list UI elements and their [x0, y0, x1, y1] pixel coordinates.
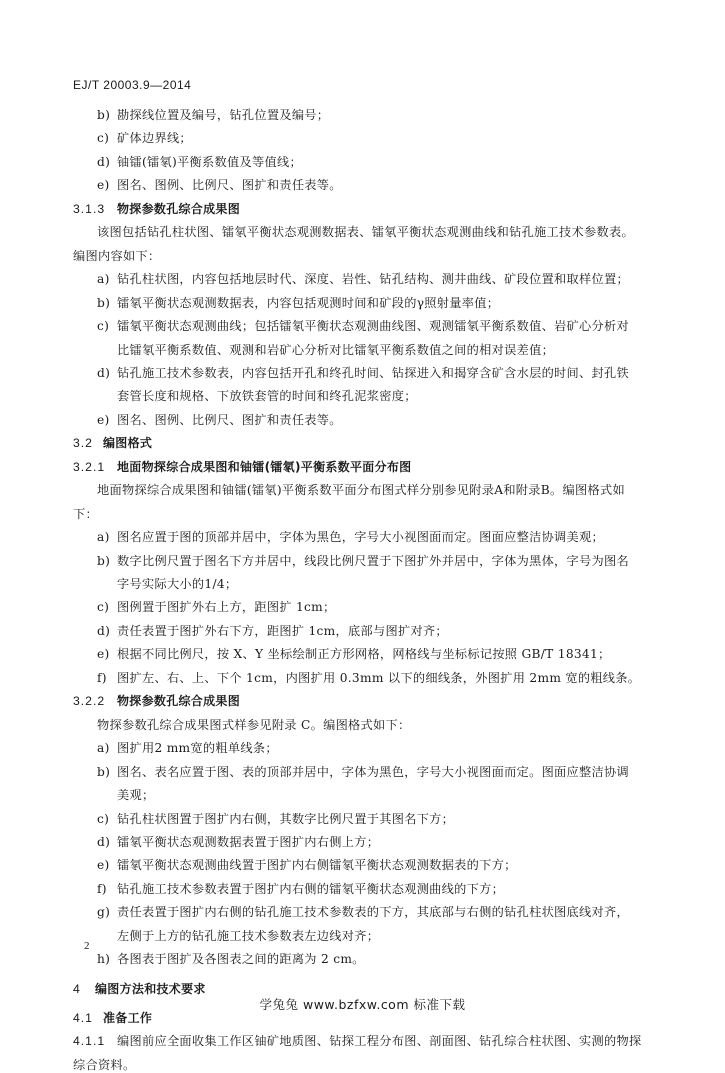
list-item-continuation: 套管长度和规格、下放铁套管的时间和终孔泥浆密度； [117, 389, 417, 404]
section-number: 3.1.3 [73, 201, 106, 216]
section-title: 准备工作 [103, 1010, 153, 1025]
paragraph: 该图包括钻孔柱状图、镭氡平衡状态观测数据表、镭氡平衡状态观测曲线和钻孔施工技术参数表。 [97, 225, 634, 240]
list-item [97, 881, 504, 897]
list-item-label: e) [97, 858, 110, 873]
list-item-label: a) [97, 741, 110, 756]
list-item [97, 951, 365, 967]
list-item-text: 图名应置于图的顶部并居中，字体为黑色，字号大小视图面而定。图面应整洁协调美观； [117, 530, 605, 545]
list-item [97, 154, 302, 170]
list-item [97, 904, 629, 920]
list-item-text: 钻孔柱状图置于图扩内右侧，其数字比例尺置于其图名下方； [117, 811, 455, 826]
list-item [97, 834, 379, 850]
list-item [97, 553, 629, 569]
list-item-label: c) [97, 319, 110, 334]
section-number: 4.1 [73, 1010, 93, 1025]
list-item-label: g) [97, 905, 111, 920]
list-item [97, 670, 640, 686]
list-item-label: c) [97, 600, 110, 615]
list-item-label: d) [97, 834, 111, 849]
list-item-label: c) [97, 811, 110, 826]
list-item-text: 图名、表名应置于图、表的顶部并居中，字体为黑色，字号大小视图面而定。图面应整洁协调 [117, 764, 629, 779]
section-title: 地面物探综合成果图和铀镭(镭氡)平衡系数平面分布图 [117, 459, 412, 474]
list-item-label: d) [97, 365, 111, 380]
list-item-label: b) [97, 553, 111, 568]
list-item [97, 811, 454, 827]
list-item [97, 130, 192, 146]
list-item-text: 勘探线位置及编号，钻孔位置及编号； [117, 108, 330, 122]
paragraph-continuation: 编图内容如下： [73, 248, 161, 263]
section-heading [73, 693, 240, 709]
list-item-continuation: 字号实际大小的1/4； [117, 577, 238, 591]
list-item-text: 钻孔施工技术参数表置于图扩内右侧的镭氡平衡状态观测曲线的下方； [117, 881, 505, 896]
list-item [97, 646, 611, 662]
list-item-text: 图名、图例、比例尺、图扩和责任表等。 [117, 178, 342, 193]
list-item-label: d) [97, 623, 111, 638]
list-item-continuation: 美观； [117, 788, 155, 803]
section-paragraph-text: 编图前应全面收集工作区铀矿地质图、钻探工程分布图、剖面图、钻孔综合柱状图、实测的物探 [117, 1034, 642, 1049]
list-item-text: 根据不同比例尺，按 X、Y 坐标绘制正方形网格，网格线与坐标标记按照 GB/T 18341； [117, 647, 611, 662]
list-item-label: f) [97, 881, 107, 896]
list-item-label: e) [97, 412, 110, 427]
list-item-label: b) [97, 295, 111, 310]
paragraph: 物探参数孔综合成果图式样参见附录 C。编图格式如下： [97, 717, 411, 732]
list-item-text: 镭氡平衡状态观测曲线置于图扩内右侧镭氡平衡状态观测数据表的下方； [117, 858, 517, 873]
section-heading [73, 201, 240, 217]
list-item-label: d) [97, 154, 111, 169]
standard-header: EJ/T 20003.9—2014 [73, 78, 192, 92]
section-number: 3.2.1 [73, 459, 106, 474]
list-item-label: e) [97, 178, 110, 193]
section-number: 3.2 [73, 436, 93, 451]
list-item-text: 镭氡平衡状态观测曲线；包括镭氡平衡状态观测曲线图、观测镭氡平衡系数值、岩矿心分析对 [117, 319, 629, 334]
list-item-label: a) [97, 530, 110, 545]
list-item [97, 764, 629, 780]
list-item-text: 镭氡平衡状态观测数据表置于图扩内右侧上方； [117, 834, 380, 849]
section-title: 编图方法和技术要求 [95, 981, 206, 996]
list-item-text: 铀镭(镭氡)平衡系数值及等值线； [117, 154, 302, 169]
list-item [97, 740, 278, 756]
list-item-text: 图名、图例、比例尺、图扩和责任表等。 [117, 412, 342, 427]
list-item [97, 857, 517, 873]
list-item-label: h) [97, 952, 111, 967]
list-item-text: 各图表于图扩及各图表之间的距离为 2 cm。 [117, 952, 365, 967]
list-item-text: 图扩用2 mm宽的粗单线条； [117, 741, 278, 756]
section-title: 物探参数孔综合成果图 [117, 201, 241, 216]
section-heading [73, 459, 411, 475]
page-number: 2 [84, 940, 90, 952]
list-item [97, 295, 499, 311]
list-item-label: b) [97, 108, 111, 122]
section-title: 编图格式 [103, 436, 153, 451]
list-item-label: c) [97, 131, 110, 146]
paragraph: 地面物探综合成果图和铀镭(镭氡)平衡系数平面分布图式样分别参见附录A和附录B。编图格式如 [97, 483, 625, 498]
section-heading [73, 1033, 641, 1049]
list-item-text: 镭氡平衡状态观测数据表，内容包括观测时间和矿段的γ照射量率值； [117, 295, 500, 310]
list-item [97, 365, 629, 381]
list-item [97, 318, 629, 334]
paragraph-continuation: 综合资料。 [73, 1057, 136, 1072]
list-item-continuation: 比镭氡平衡系数值、观测和岩矿心分析对比镭氡平衡系数值之间的相对误差值； [117, 342, 555, 357]
list-item-text: 钻孔施工技术参数表，内容包括开孔和终孔时间、钻探进入和揭穿含矿含水层的时间、封孔铁 [117, 365, 629, 380]
list-item-continuation: 左侧于上方的钻孔施工技术参数表左边线对齐； [117, 928, 380, 943]
list-item [97, 271, 629, 287]
list-item-label: f) [97, 670, 107, 685]
list-item-text: 数字比例尺置于图名下方并居中，线段比例尺置于下图扩外并居中，字体为黑体，字号为图名 [117, 553, 629, 568]
list-item [97, 529, 604, 545]
section-heading [73, 435, 152, 451]
list-item [97, 107, 329, 123]
list-item-text: 图扩左、右、上、下个 1cm，内图扩用 0.3mm 以下的细线条，外图扩用 2mm 宽的粗线条。 [117, 670, 641, 685]
section-number: 4 [73, 981, 81, 996]
list-item [97, 623, 448, 639]
list-item [97, 599, 336, 615]
list-item-text: 责任表置于图扩内右侧的钻孔施工技术参数表的下方，其底部与右侧的钻孔柱状图底线对齐， [117, 905, 629, 920]
watermark-footer: 学兔兔 www.bzfxw.com 标准下载 [259, 997, 466, 1012]
list-item-text: 钻孔柱状图，内容包括地层时代、深度、岩性、钻孔结构、测井曲线、矿段位置和取样位置； [117, 272, 629, 287]
list-item-text: 责任表置于图扩外右下方，距图扩 1cm，底部与图扩对齐； [117, 623, 448, 638]
list-item-label: e) [97, 647, 110, 662]
section-number: 4.1.1 [73, 1034, 106, 1049]
list-item [97, 412, 342, 428]
list-item-text: 图例置于图扩外右上方，距图扩 1cm； [117, 600, 336, 615]
paragraph-continuation: 下： [73, 506, 98, 521]
section-title: 物探参数孔综合成果图 [117, 694, 241, 709]
list-item [97, 177, 342, 193]
list-item-label: b) [97, 764, 111, 779]
list-item-text: 矿体边界线； [117, 131, 192, 146]
section-number: 3.2.2 [73, 694, 106, 709]
list-item-label: a) [97, 272, 110, 287]
